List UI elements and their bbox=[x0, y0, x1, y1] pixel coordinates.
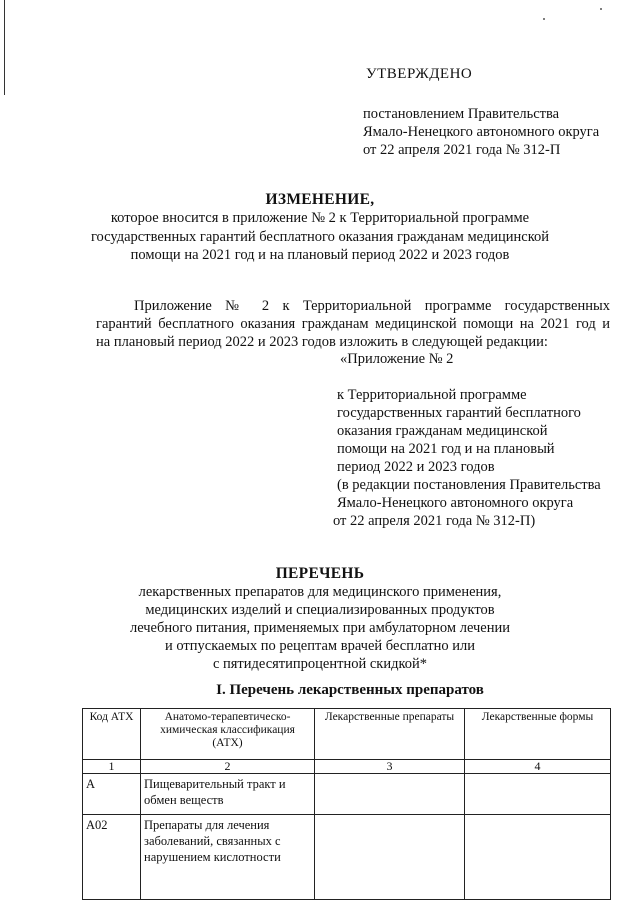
cell-code: А02 bbox=[83, 815, 141, 900]
column-number: 1 bbox=[83, 760, 141, 774]
change-subtitle-line: которое вносится в приложение № 2 к Территориальной программе bbox=[110, 210, 530, 226]
approval-line: Ямало-Ненецкого автономного округа bbox=[363, 124, 600, 140]
column-number: 4 bbox=[465, 760, 611, 774]
column-number: 2 bbox=[141, 760, 315, 774]
scan-edge-line bbox=[4, 0, 5, 95]
list-subtitle-line: лекарственных препаратов для медицинского применения, bbox=[138, 584, 502, 600]
body-paragraph-line: на плановый период 2022 и 2023 годов изложить в следующей редакции: bbox=[96, 334, 548, 350]
body-paragraph-line: Приложение № 2 к Территориальной программе государственных bbox=[134, 298, 610, 314]
scan-speck bbox=[543, 18, 545, 20]
body-paragraph-line: гарантий бесплатного оказания гражданам медицинской помощи на 2021 год и bbox=[96, 316, 610, 332]
table-header-row bbox=[83, 709, 611, 760]
scan-speck bbox=[600, 8, 602, 10]
change-subtitle-line: помощи на 2021 год и на плановый период 2022 и 2023 годов bbox=[130, 247, 510, 263]
cell-code: А bbox=[83, 774, 141, 815]
list-subtitle-line: медицинских изделий и специализированных продуктов bbox=[145, 602, 495, 618]
list-subtitle-line: с пятидесятипроцентной скидкой* bbox=[212, 656, 428, 672]
annex-title: «Приложение № 2 bbox=[340, 351, 454, 367]
cell-classification: Препараты для лечения заболеваний, связанных с нарушением кислотности bbox=[141, 815, 315, 900]
approval-line: от 22 апреля 2021 года № 312-П bbox=[363, 142, 561, 158]
section-title: I. Перечень лекарственных препаратов bbox=[216, 682, 484, 698]
table-row bbox=[83, 815, 611, 900]
cell-drugs bbox=[315, 815, 465, 900]
annex-line: (в редакции постановления Правительства bbox=[337, 477, 601, 493]
header-drugs: Лекарственные препараты bbox=[315, 709, 465, 760]
approval-heading: УТВЕРЖДЕНО bbox=[366, 66, 473, 82]
annex-line: помощи на 2021 год и на плановый bbox=[337, 441, 555, 457]
annex-line: от 22 апреля 2021 года № 312-П) bbox=[333, 513, 536, 529]
cell-forms bbox=[465, 815, 611, 900]
cell-classification: Пищеварительный тракт и обмен веществ bbox=[141, 774, 315, 815]
column-number: 3 bbox=[315, 760, 465, 774]
list-subtitle-line: и отпускаемых по рецептам врачей бесплатно или bbox=[164, 638, 475, 654]
change-subtitle-line: государственных гарантий бесплатного оказания гражданам медицинской bbox=[90, 229, 550, 245]
header-forms: Лекарственные формы bbox=[465, 709, 611, 760]
table-row bbox=[83, 774, 611, 815]
atx-table bbox=[82, 708, 611, 900]
annex-line: оказания гражданам медицинской bbox=[337, 423, 548, 439]
annex-line: государственных гарантий бесплатного bbox=[337, 405, 581, 421]
header-atx-classification: Анатомо-терапевтическо-химическая классификация (АТХ) bbox=[141, 709, 315, 760]
cell-forms bbox=[465, 774, 611, 815]
cell-drugs bbox=[315, 774, 465, 815]
column-number-row bbox=[83, 760, 611, 774]
approval-line: постановлением Правительства bbox=[363, 106, 560, 122]
list-subtitle-line: лечебного питания, применяемых при амбулаторном лечении bbox=[129, 620, 511, 636]
change-title: ИЗМЕНЕНИЕ, bbox=[265, 191, 375, 208]
header-atx-code: Код АТХ bbox=[83, 709, 141, 760]
annex-line: к Территориальной программе bbox=[337, 387, 527, 403]
annex-line: Ямало-Ненецкого автономного округа bbox=[337, 495, 574, 511]
annex-line: период 2022 и 2023 годов bbox=[337, 459, 495, 475]
list-title: ПЕРЕЧЕНЬ bbox=[275, 565, 365, 582]
